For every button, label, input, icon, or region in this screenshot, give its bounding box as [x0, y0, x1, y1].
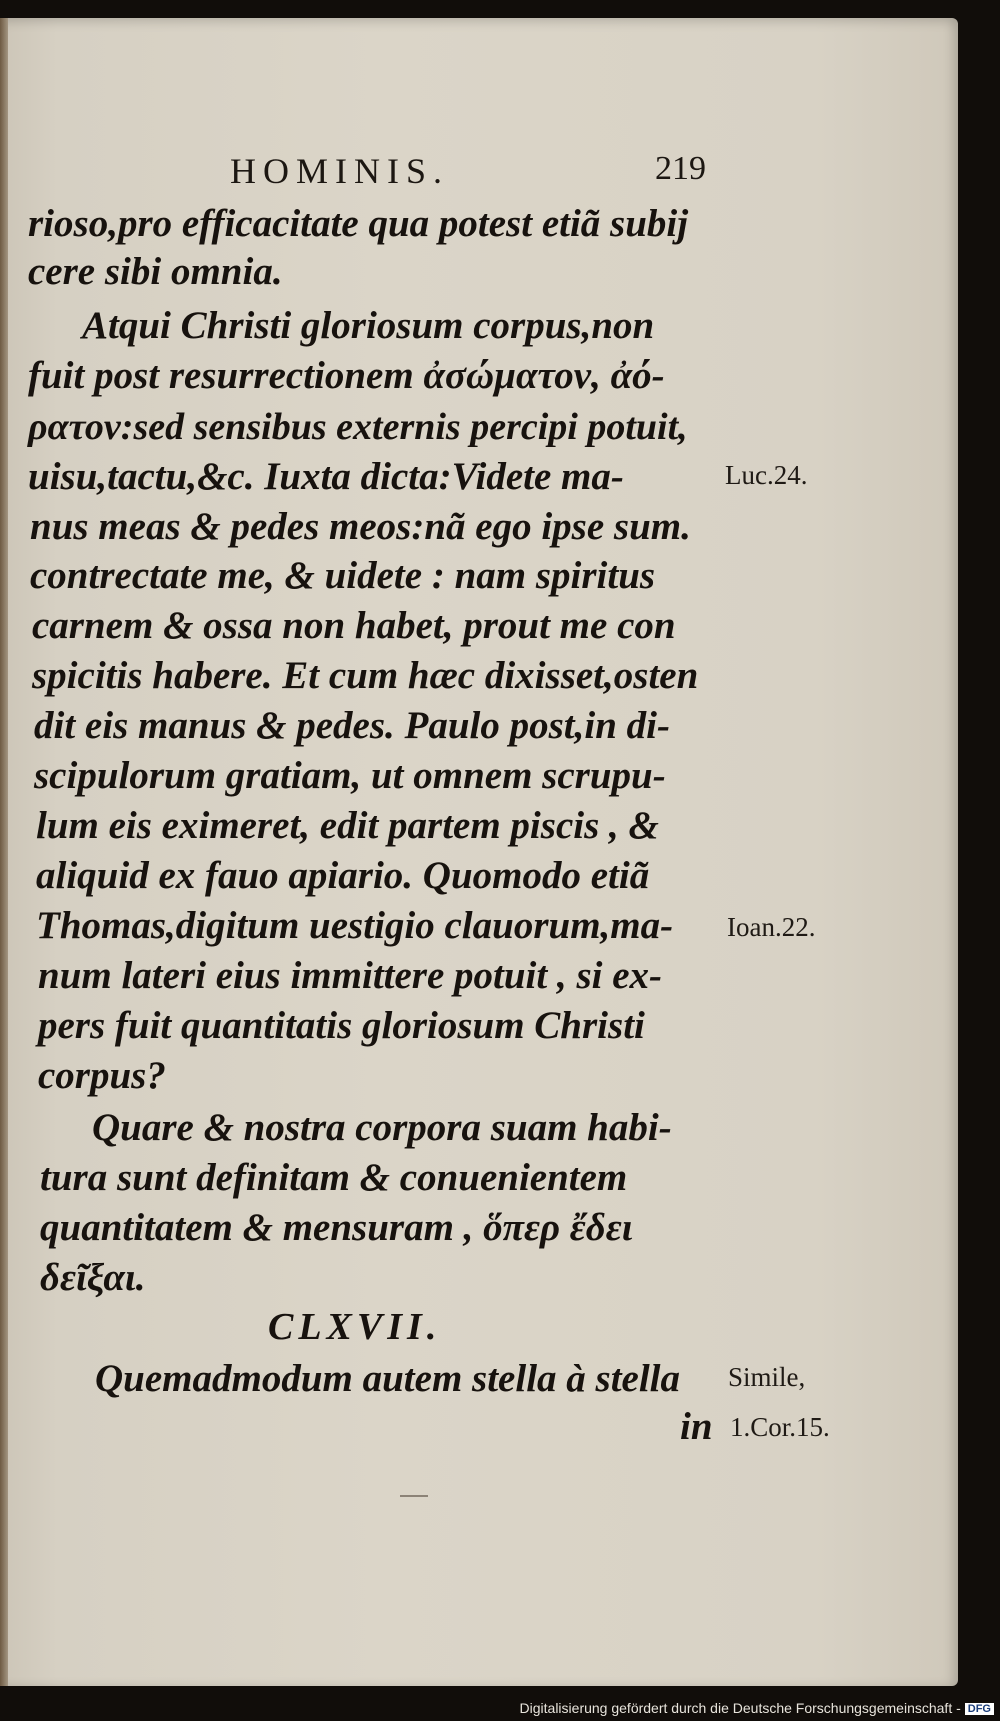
- body-line: uisu,tactu,&c. Iuxta dicta:Videte ma-: [28, 455, 624, 498]
- digitization-credit: [520, 1700, 994, 1716]
- body-line: rioso,pro efficacitate qua potest etiã subij: [28, 202, 689, 245]
- body-line: ρατον:sed sensibus externis percipi potuit,: [28, 406, 688, 448]
- body-line: lum eis eximeret, edit partem piscis , &: [36, 804, 659, 847]
- margin-note: Ioan.22.: [727, 912, 816, 942]
- ink-smudge: [400, 1495, 428, 1497]
- body-line: contrectate me, & uidete : nam spiritus: [30, 554, 656, 597]
- book-spine-edge: [0, 18, 8, 1686]
- dfg-logo-icon: DFG: [965, 1703, 994, 1715]
- body-line: Thomas,digitum uestigio clauorum,ma-: [36, 904, 674, 947]
- body-line: num lateri eius immittere potuit , si ex-: [38, 954, 663, 997]
- body-line: nus meas & pedes meos:nã ego ipse sum.: [30, 505, 691, 548]
- margin-note: Luc.24.: [725, 460, 808, 490]
- body-line: dit eis manus & pedes. Paulo post,in di-: [34, 704, 670, 747]
- body-line: Quare & nostra corpora suam habi-: [92, 1106, 672, 1149]
- body-line: carnem & ossa non habet, prout me con: [32, 604, 676, 647]
- margin-note: Simile,: [728, 1362, 806, 1392]
- margin-note: 1.Cor.15.: [730, 1412, 830, 1442]
- catchword: in: [680, 1405, 713, 1448]
- running-head: HOMINIS.: [230, 151, 450, 191]
- body-line: spicitis habere. Et cum hæc dixisset,osten: [32, 654, 699, 697]
- body-line: Atqui Christi gloriosum corpus,non: [82, 304, 655, 347]
- section-heading: CLXVII.: [268, 1306, 442, 1348]
- body-line: quantitatem & mensuram , ὅπερ ἔδει: [40, 1206, 633, 1249]
- body-line: tura sunt definitam & conuenientem: [40, 1156, 628, 1199]
- body-line: fuit post resurrectionem ἀσώματον, ἀό-: [28, 354, 665, 397]
- body-line: aliquid ex fauo apiario. Quomodo etiã: [36, 854, 650, 897]
- body-line: pers fuit quantitatis gloriosum Christi: [38, 1004, 645, 1047]
- page-number: 219: [655, 150, 706, 187]
- body-line: scipulorum gratiam, ut omnem scrupu-: [34, 754, 666, 797]
- body-line: cere sibi omnia.: [28, 250, 283, 293]
- credit-text: Digitalisierung gefördert durch die Deutsche Forschungsgemeinschaft -: [519, 1700, 961, 1716]
- body-line: corpus?: [38, 1054, 166, 1097]
- body-line: δεῖξαι.: [40, 1256, 146, 1299]
- section-first-line: Quemadmodum autem stella à stella: [95, 1357, 681, 1400]
